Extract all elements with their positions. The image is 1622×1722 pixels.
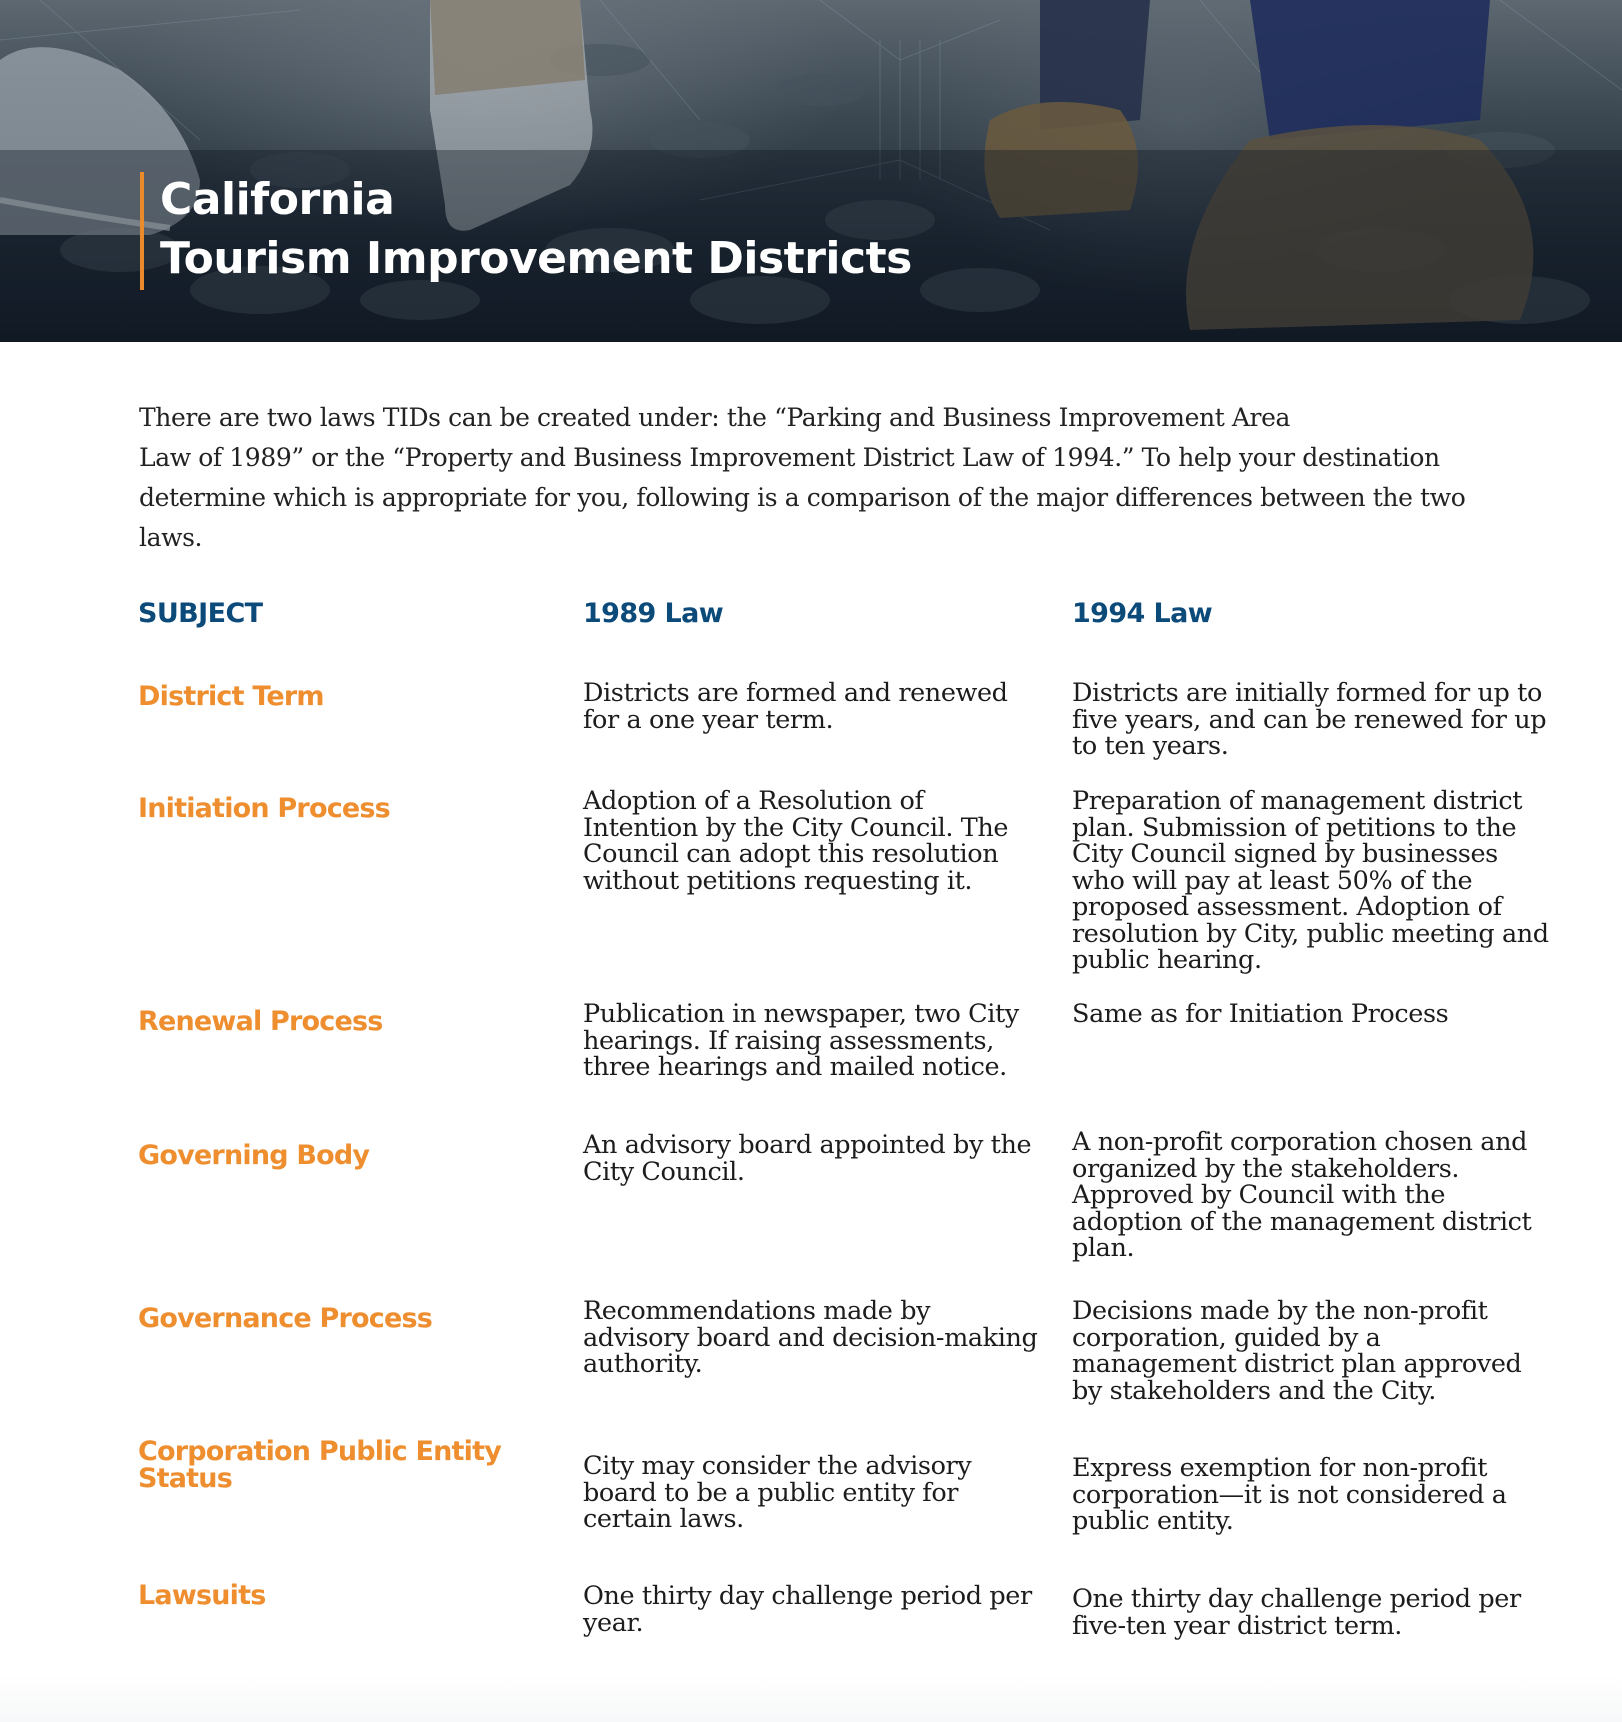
row-1989-law: Publication in newspaper, two City hearings. If raising assessments, three hearings and mailed notice. — [583, 999, 1019, 1082]
page-title-line-2: Tourism Improvement Districts — [160, 233, 912, 284]
row-1994-law: Express exemption for non-profit corporation—it is not considered a public entity. — [1072, 1453, 1507, 1536]
intro-line: laws. — [139, 523, 203, 552]
row-1994-law: Districts are initially formed for up to five years, and can be renewed for up to ten years. — [1072, 678, 1547, 761]
row-1994-law: A non-profit corporation chosen and organized by the stakeholders. Approved by Council with the adoption of the management district plan. — [1072, 1127, 1532, 1263]
row-subject: Governance Process — [138, 1303, 433, 1334]
row-1994-law: Preparation of management district plan. Submission of petitions to the City Council signed by businesses who will pay at least 50% of the proposed assessment. Adoption of resolution by City, public meeting and public hearing. — [1072, 786, 1549, 975]
row-subject: Lawsuits — [138, 1580, 266, 1611]
row-subject: District Term — [138, 681, 324, 712]
row-1989-law: Adoption of a Resolution of Intention by the City Council. The Council can adopt this resolution without petitions requesting it. — [583, 786, 1009, 896]
row-1989-law: Recommendations made by advisory board and decision-making authority. — [583, 1296, 1038, 1379]
intro-line: determine which is appropriate for you, following is a comparison of the major differences between the two — [139, 483, 1466, 512]
intro-line: There are two laws TIDs can be created under: the “Parking and Business Improvement Area — [139, 403, 1290, 432]
row-1994-law: One thirty day challenge period per five-ten year district term. — [1072, 1584, 1521, 1641]
row-1989-law: An advisory board appointed by the City Council. — [583, 1130, 1032, 1187]
hero-banner — [0, 0, 1622, 342]
column-header-1989-law: 1989 Law — [583, 598, 724, 629]
intro-line: Law of 1989” or the “Property and Business Improvement District Law of 1994.” To help your destination — [139, 443, 1440, 472]
row-subject: Governing Body — [138, 1140, 370, 1171]
row-subject: Renewal Process — [138, 1006, 383, 1037]
row-1989-law: Districts are formed and renewed for a one year term. — [583, 678, 1008, 735]
intro-paragraph — [139, 398, 1529, 558]
row-1989-law: One thirty day challenge period per year. — [583, 1581, 1032, 1638]
row-1994-law: Decisions made by the non-profit corporation, guided by a management district plan approved by stakeholders and the City. — [1072, 1296, 1522, 1406]
row-subject: Corporation Public Entity Status — [138, 1436, 502, 1494]
column-header-1994-law: 1994 Law — [1072, 598, 1213, 629]
row-subject: Initiation Process — [138, 793, 390, 824]
row-1989-law: City may consider the advisory board to be a public entity for certain laws. — [583, 1451, 972, 1534]
page-title-line-1: California — [160, 174, 395, 225]
row-1994-law: Same as for Initiation Process — [1072, 999, 1449, 1029]
column-header-subject: SUBJECT — [138, 598, 263, 629]
footer-decoration — [0, 1675, 1622, 1722]
page-title — [140, 172, 912, 290]
hero-background-photo — [0, 0, 1622, 342]
